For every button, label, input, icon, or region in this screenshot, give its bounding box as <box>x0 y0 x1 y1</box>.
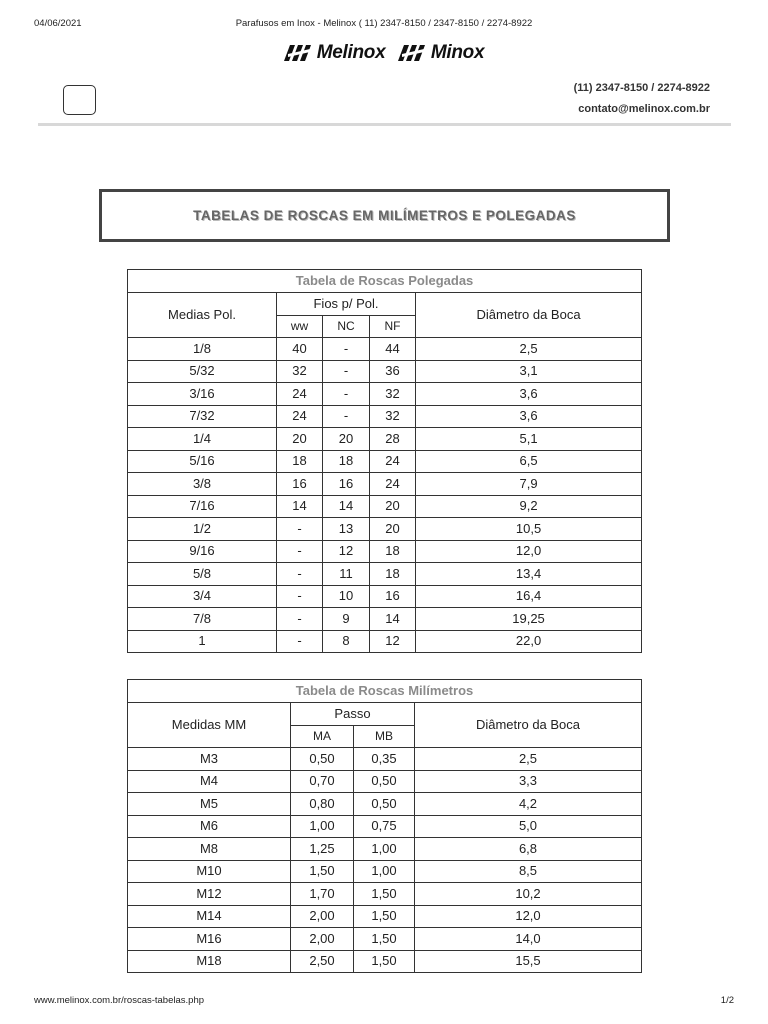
table-cell: 20 <box>370 518 416 541</box>
table-row <box>128 905 642 928</box>
table-row <box>128 770 642 793</box>
table-row <box>128 860 642 883</box>
table-cell: 12,0 <box>415 905 642 928</box>
table-row <box>128 405 642 428</box>
table-cell: 2,50 <box>291 950 354 973</box>
header-divider <box>38 123 731 126</box>
table-cell: 16 <box>277 473 323 496</box>
table-cell: - <box>277 630 323 653</box>
table-cell: - <box>277 608 323 631</box>
table-cell: 20 <box>323 428 370 451</box>
table-row <box>128 928 642 951</box>
table-cell: 9,2 <box>416 495 642 518</box>
table-cell: 11 <box>323 563 370 586</box>
table-cell: 1,25 <box>291 838 354 861</box>
table-row <box>128 608 642 631</box>
table-cell: 14 <box>370 608 416 631</box>
table-cell: 12,0 <box>416 540 642 563</box>
table-caption-row <box>128 680 642 703</box>
table-cell: 1 <box>128 630 277 653</box>
table-cell: 0,75 <box>354 815 415 838</box>
table-cell: 24 <box>370 473 416 496</box>
table-cell: 3,6 <box>416 405 642 428</box>
table-cell: 1/4 <box>128 428 277 451</box>
table-header-row <box>128 703 642 726</box>
minox-logo-mark-icon <box>398 45 428 61</box>
table-cell: 9/16 <box>128 540 277 563</box>
table-cell: 28 <box>370 428 416 451</box>
table-cell: 16,4 <box>416 585 642 608</box>
table-cell: 7/8 <box>128 608 277 631</box>
table-cell: 18 <box>277 450 323 473</box>
table-cell: - <box>323 338 370 361</box>
table-cell: 10 <box>323 585 370 608</box>
table-row <box>128 428 642 451</box>
table-cell: 3,1 <box>416 360 642 383</box>
table-cell: 0,35 <box>354 748 415 771</box>
table-cell: M4 <box>128 770 291 793</box>
table-row <box>128 360 642 383</box>
table-cell: 13 <box>323 518 370 541</box>
table-cell: 16 <box>323 473 370 496</box>
table-row <box>128 473 642 496</box>
table-cell: M18 <box>128 950 291 973</box>
table-row <box>128 338 642 361</box>
table-cell: M14 <box>128 905 291 928</box>
table-cell: 3/8 <box>128 473 277 496</box>
table-row <box>128 630 642 653</box>
table-cell: M16 <box>128 928 291 951</box>
table-cell: - <box>277 540 323 563</box>
table-cell: 3/16 <box>128 383 277 406</box>
table-cell: 1,50 <box>354 883 415 906</box>
table-cell: 20 <box>370 495 416 518</box>
table-cell: 22,0 <box>416 630 642 653</box>
minox-logo-text: Minox <box>430 42 485 63</box>
col-passo: Passo <box>291 703 415 726</box>
col-medias-pol: Medias Pol. <box>128 293 277 338</box>
table-row <box>128 815 642 838</box>
table-cell: 18 <box>370 540 416 563</box>
table-cell: 0,50 <box>291 748 354 771</box>
table-cell: 9 <box>323 608 370 631</box>
table-cell: 32 <box>370 383 416 406</box>
table-cell: 12 <box>323 540 370 563</box>
print-title: Parafusos em Inox - Melinox ( 11) 2347-8150 / 2347-8150 / 2274-8922 <box>235 18 533 29</box>
contact-phone[interactable]: (11) 2347-8150 / 2274-8922 <box>573 82 710 94</box>
table-cell: 4,2 <box>415 793 642 816</box>
table-cell: 2,5 <box>416 338 642 361</box>
table-cell: 44 <box>370 338 416 361</box>
table-cell: 18 <box>323 450 370 473</box>
table-cell: 24 <box>277 383 323 406</box>
table-cell: - <box>323 360 370 383</box>
table-cell: 0,80 <box>291 793 354 816</box>
table-cell: 2,5 <box>415 748 642 771</box>
table-cell: 14,0 <box>415 928 642 951</box>
table-cell: 16 <box>370 585 416 608</box>
table-cell: 14 <box>323 495 370 518</box>
footer-page-number: 1/2 <box>720 995 734 1006</box>
table-cell: - <box>277 563 323 586</box>
table-cell: 3/4 <box>128 585 277 608</box>
table-row <box>128 883 642 906</box>
table-cell: 36 <box>370 360 416 383</box>
print-header <box>0 18 768 32</box>
table-row <box>128 748 642 771</box>
table-cell: 14 <box>277 495 323 518</box>
col-diametro-boca: Diâmetro da Boca <box>415 703 642 748</box>
table-cell: 2,00 <box>291 905 354 928</box>
table-cell: 1,50 <box>354 928 415 951</box>
col-nf: NF <box>370 315 416 338</box>
table-row <box>128 518 642 541</box>
table-cell: 20 <box>277 428 323 451</box>
table-roscas-milimetros <box>127 679 642 973</box>
table-cell: 5/16 <box>128 450 277 473</box>
table-cell: 3,6 <box>416 383 642 406</box>
table-cell: - <box>277 585 323 608</box>
table-cell: 32 <box>370 405 416 428</box>
table-cell: 19,25 <box>416 608 642 631</box>
footer-url[interactable]: www.melinox.com.br/roscas-tabelas.php <box>34 995 205 1006</box>
table-row <box>128 450 642 473</box>
print-date: 04/06/2021 <box>34 18 82 29</box>
table-cell: 2,00 <box>291 928 354 951</box>
page-banner <box>99 189 670 242</box>
table-cell: 0,50 <box>354 793 415 816</box>
col-medidas-mm: Medidas MM <box>128 703 291 748</box>
table-cell: 32 <box>277 360 323 383</box>
table-caption: Tabela de Roscas Polegadas <box>128 270 642 293</box>
melinox-logo[interactable] <box>284 42 386 64</box>
table-caption: Tabela de Roscas Milímetros <box>128 680 642 703</box>
table-cell: 15,5 <box>415 950 642 973</box>
table-cell: M5 <box>128 793 291 816</box>
col-ww: ww <box>277 315 323 338</box>
table-cell: 1,50 <box>354 905 415 928</box>
table-cell: 1,70 <box>291 883 354 906</box>
table-cell: 0,70 <box>291 770 354 793</box>
table-cell: 8 <box>323 630 370 653</box>
table-cell: - <box>323 405 370 428</box>
table-roscas-polegadas <box>127 269 642 653</box>
table-cell: - <box>277 518 323 541</box>
table-row <box>128 950 642 973</box>
table-cell: 10,2 <box>415 883 642 906</box>
table-row <box>128 540 642 563</box>
table-cell: M3 <box>128 748 291 771</box>
table-caption-row <box>128 270 642 293</box>
table-cell: 1,00 <box>354 838 415 861</box>
table-cell: 7/16 <box>128 495 277 518</box>
table-row <box>128 793 642 816</box>
table-cell: 24 <box>277 405 323 428</box>
table-cell: 7/32 <box>128 405 277 428</box>
col-ma: MA <box>291 725 354 748</box>
table-cell: 10,5 <box>416 518 642 541</box>
table-row <box>128 838 642 861</box>
logo-row <box>0 42 768 66</box>
table-cell: 18 <box>370 563 416 586</box>
table-cell: 1/8 <box>128 338 277 361</box>
contact-email[interactable]: contato@melinox.com.br <box>578 103 710 115</box>
table-row <box>128 495 642 518</box>
table-row <box>128 383 642 406</box>
table-cell: 6,8 <box>415 838 642 861</box>
table-cell: 1,50 <box>291 860 354 883</box>
col-diametro-boca: Diâmetro da Boca <box>416 293 642 338</box>
table-cell: 1/2 <box>128 518 277 541</box>
table-cell: 40 <box>277 338 323 361</box>
page-title: TABELAS DE ROSCAS EM MILÍMETROS E POLEGADAS <box>193 208 576 223</box>
table-cell: 1,50 <box>354 950 415 973</box>
table-cell: 5/8 <box>128 563 277 586</box>
table-header-row <box>128 293 642 316</box>
table-cell: M6 <box>128 815 291 838</box>
table-cell: - <box>323 383 370 406</box>
table-cell: 8,5 <box>415 860 642 883</box>
table-cell: M8 <box>128 838 291 861</box>
table-cell: M12 <box>128 883 291 906</box>
col-nc: NC <box>323 315 370 338</box>
table-cell: 6,5 <box>416 450 642 473</box>
col-fios-pol: Fios p/ Pol. <box>277 293 416 316</box>
table-cell: 5,0 <box>415 815 642 838</box>
melinox-logo-text: Melinox <box>316 42 386 63</box>
col-mb: MB <box>354 725 415 748</box>
minox-logo[interactable] <box>398 42 484 64</box>
table-cell: 3,3 <box>415 770 642 793</box>
menu-button[interactable] <box>63 85 96 115</box>
table-cell: 5,1 <box>416 428 642 451</box>
table-cell: 5/32 <box>128 360 277 383</box>
table-cell: 1,00 <box>291 815 354 838</box>
table-row <box>128 563 642 586</box>
table-row <box>128 585 642 608</box>
table-cell: 7,9 <box>416 473 642 496</box>
table-cell: 24 <box>370 450 416 473</box>
table-cell: M10 <box>128 860 291 883</box>
table-cell: 0,50 <box>354 770 415 793</box>
table-cell: 12 <box>370 630 416 653</box>
table-cell: 13,4 <box>416 563 642 586</box>
melinox-logo-mark-icon <box>284 45 314 61</box>
table-cell: 1,00 <box>354 860 415 883</box>
